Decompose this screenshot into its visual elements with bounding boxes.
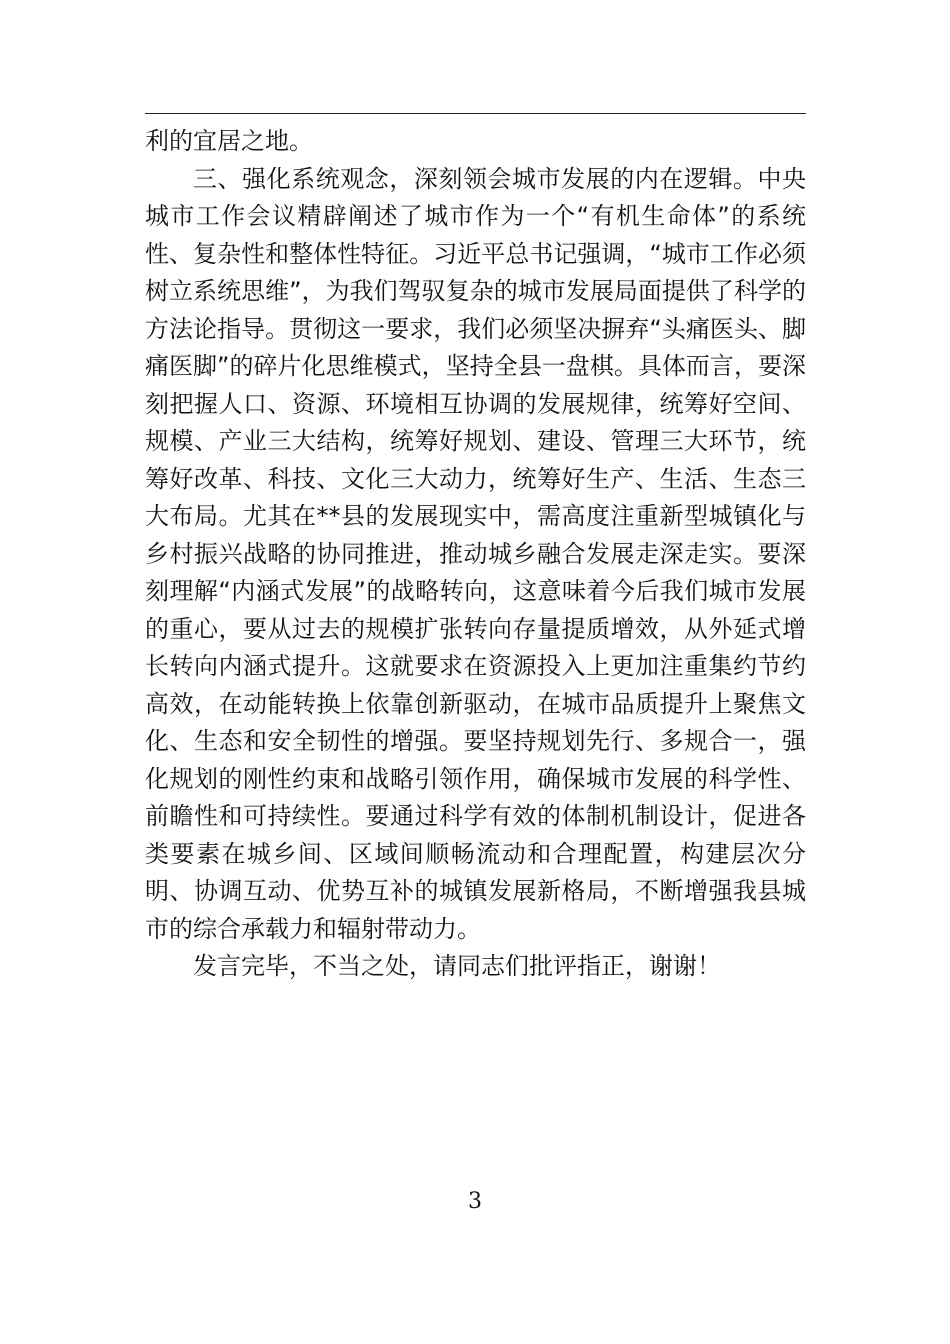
paragraph-section-three: 三、强化系统观念，深刻领会城市发展的内在逻辑。中央城市工作会议精辟阐述了城市作为一个“有机生命体”的系统性、复杂性和整体性特征。习近平总书记强调，“城市工作必须树立系统思维”，为我们驾驭复杂的城市发展局面提供了科学的方法论指导。贯彻这一要求，我们必须坚决摒弃“头痛医头、脚痛医脚”的碎片化思维模式，坚持全县一盘棋。具体而言，要深刻把握人口、资源、环境相互协调的发展规律，统筹好空间、规模、产业三大结构，统筹好规划、建设、管理三大环节，统筹好改革、科技、文化三大动力，统筹好生产、生活、生态三大布局。尤其在**县的发展现实中，需高度注重新型城镇化与乡村振兴战略的协同推进，推动城乡融合发展走深走实。要深刻理解“内涵式发展”的战略转向，这意味着今后我们城市发展的重心，要从过去的规模扩张转向存量提质增效，从外延式增长转向内涵式提升。这就要求在资源投入上更加注重集约节约高效，在动能转换上依靠创新驱动，在城市品质提升上聚焦文化、生态和安全韧性的增强。要坚持规划先行、多规合一，强化规划的刚性约束和战略引领作用，确保城市发展的科学性、前瞻性和可持续性。要通过科学有效的体制机制设计，促进各类要素在城乡间、区域间顺畅流动和合理配置，构建层次分明、协调互动、优势互补的城镇发展新格局，不断增强我县城市的综合承载力和辐射带动力。: [145, 164, 806, 943]
page-number: 3: [468, 1189, 482, 1214]
header-rule: [145, 113, 806, 114]
document-body: [145, 123, 806, 986]
paragraph-closing: 发言完毕，不当之处，请同志们批评指正，谢谢！: [193, 952, 721, 980]
paragraph-continuation: 利的宜居之地。: [145, 127, 313, 155]
